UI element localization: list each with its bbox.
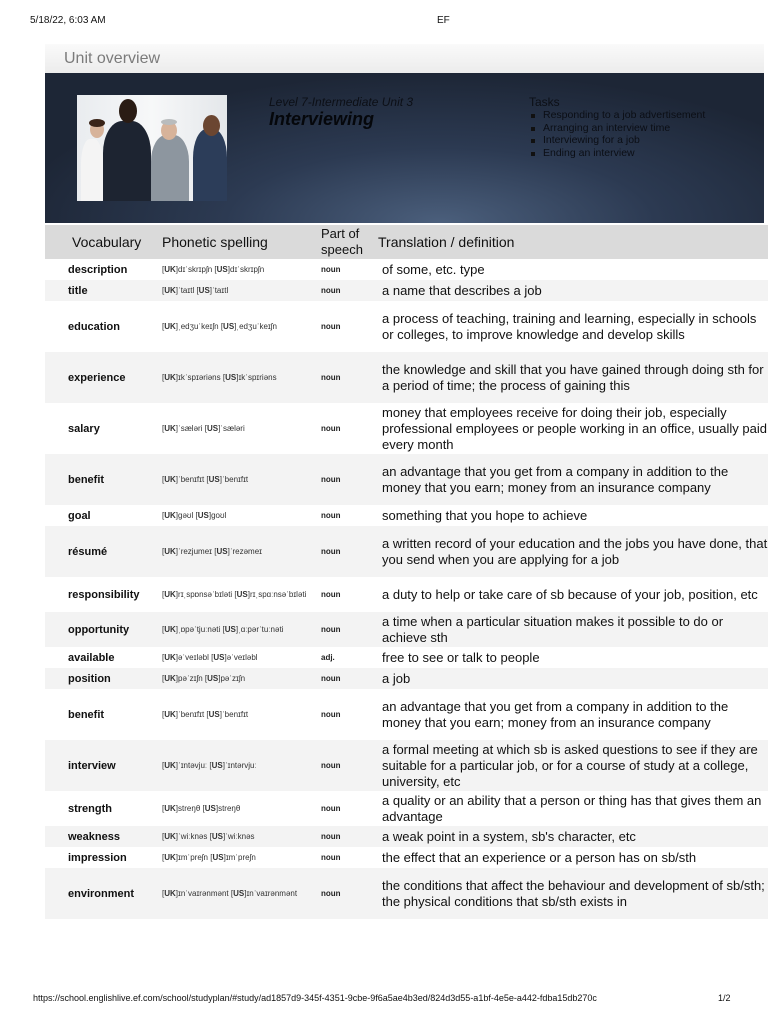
phonetic-spelling: [UK]ɪmˈpreʃn [US]ɪmˈpreʃn	[162, 847, 321, 868]
uk-phonetic: ˈtaɪtl	[178, 285, 195, 295]
us-phonetic: ˈtaɪtl	[212, 285, 229, 295]
us-label: US	[207, 673, 219, 683]
us-phonetic: ˌedʒuˈkeɪʃn	[236, 321, 277, 331]
header-definition: Translation / definition	[378, 225, 768, 259]
definition: a name that describes a job	[378, 280, 768, 301]
part-of-speech: noun	[321, 689, 378, 740]
us-label: US	[204, 803, 216, 813]
task-item: Arranging an interview time	[531, 122, 705, 135]
task-item: Interviewing for a job	[531, 134, 705, 147]
table-row	[45, 826, 768, 847]
phonetic-spelling: [UK]ɪkˈspɪəriəns [US]ɪkˈspɪriəns	[162, 352, 321, 403]
table-header-row	[45, 225, 768, 259]
definition: of some, etc. type	[378, 259, 768, 280]
table-row	[45, 647, 768, 668]
definition: an advantage that you get from a company in addition to the money that you earn; money from an insurance company	[378, 689, 768, 740]
phonetic-spelling: [UK]ˈrezjumeɪ [US]ˈrezəmeɪ	[162, 526, 321, 577]
uk-label: UK	[164, 372, 176, 382]
table-row	[45, 526, 768, 577]
part-of-speech: noun	[321, 847, 378, 868]
us-phonetic: ˈwiːknəs	[225, 831, 255, 841]
definition: a written record of your education and the jobs you have done, that you send when you are applying for a job	[378, 526, 768, 577]
uk-label: UK	[164, 264, 176, 274]
part-of-speech: noun	[321, 259, 378, 280]
uk-phonetic: ˌɒpəˈtjuːnəti	[178, 624, 221, 634]
vocab-word: education	[45, 301, 162, 352]
us-phonetic: rɪˌspɑːnsəˈbɪləti	[250, 589, 307, 599]
task-item: Ending an interview	[531, 147, 705, 160]
uk-label: UK	[164, 624, 176, 634]
vocab-word: experience	[45, 352, 162, 403]
uk-phonetic: ˈwiːknəs	[178, 831, 208, 841]
uk-phonetic: ˈɪntəvjuː	[178, 760, 208, 770]
uk-label: UK	[164, 510, 176, 520]
us-label: US	[198, 285, 210, 295]
phonetic-spelling: [UK]ˌedʒuˈkeɪʃn [US]ˌedʒuˈkeɪʃn	[162, 301, 321, 352]
definition: an advantage that you get from a company in addition to the money that you earn; money from an insurance company	[378, 454, 768, 505]
us-phonetic: pəˈzɪʃn	[220, 673, 246, 683]
part-of-speech: noun	[321, 352, 378, 403]
header-vocabulary: Vocabulary	[45, 225, 162, 259]
part-of-speech: noun	[321, 301, 378, 352]
uk-label: UK	[164, 852, 176, 862]
vocab-word: position	[45, 668, 162, 689]
vocab-word: opportunity	[45, 612, 162, 647]
uk-phonetic: ɪmˈpreʃn	[178, 852, 208, 862]
table-row	[45, 259, 768, 280]
us-label: US	[206, 423, 219, 433]
vocab-word: benefit	[45, 454, 162, 505]
us-label: US	[216, 546, 228, 556]
uk-label: UK	[164, 831, 176, 841]
part-of-speech: noun	[321, 791, 378, 826]
part-of-speech: noun	[321, 612, 378, 647]
table-row	[45, 847, 768, 868]
phonetic-spelling: [UK]pəˈzɪʃn [US]pəˈzɪʃn	[162, 668, 321, 689]
definition: the knowledge and skill that you have gained through doing sth for a period of time; the process of gaining this	[378, 352, 768, 403]
us-label: US	[224, 624, 236, 634]
phonetic-spelling: [UK]ˈbenɪfɪt [US]ˈbenɪfɪt	[162, 454, 321, 505]
print-footer	[0, 993, 768, 1007]
definition: a time when a particular situation makes it possible to do or achieve sth	[378, 612, 768, 647]
part-of-speech: noun	[321, 403, 378, 454]
phonetic-spelling: [UK]rɪˌspɒnsəˈbɪləti [US]rɪˌspɑːnsəˈbɪləti	[162, 577, 321, 612]
uk-label: UK	[164, 652, 176, 662]
part-of-speech: noun	[321, 868, 378, 919]
us-label: US	[236, 589, 248, 599]
part-of-speech: noun	[321, 577, 378, 612]
definition: a duty to help or take care of sb because of your job, position, etc	[378, 577, 768, 612]
vocab-word: description	[45, 259, 162, 280]
us-phonetic: ˈbenɪfɪt	[222, 709, 249, 719]
print-site-title: EF	[437, 15, 450, 26]
uk-label: UK	[164, 474, 176, 484]
table-row	[45, 577, 768, 612]
phonetic-spelling: [UK]ɡəʊl [US]ɡoʊl	[162, 505, 321, 526]
us-label: US	[223, 321, 235, 331]
us-phonetic: ɪmˈpreʃn	[225, 852, 256, 862]
us-phonetic: ˈsæləri	[220, 423, 245, 433]
part-of-speech: noun	[321, 280, 378, 301]
print-header	[0, 15, 768, 31]
uk-phonetic: ˈbenɪfɪt	[178, 474, 205, 484]
uk-phonetic: ˌedʒuˈkeɪʃn	[178, 321, 219, 331]
table-row	[45, 668, 768, 689]
print-date: 5/18/22, 6:03 AM	[30, 15, 106, 26]
phonetic-spelling: [UK]əˈveɪləbl [US]əˈveɪləbl	[162, 647, 321, 668]
us-phonetic: ˌɑːpərˈtuːnəti	[238, 624, 284, 634]
us-phonetic: əˈveɪləbl	[226, 652, 258, 662]
uk-label: UK	[164, 888, 176, 898]
tasks-list	[531, 109, 705, 159]
table-row	[45, 740, 768, 791]
vocabulary-table	[45, 225, 768, 919]
uk-phonetic: ˈsæləri	[178, 423, 203, 433]
uk-phonetic: dɪˈskrɪpʃn	[178, 264, 213, 274]
us-phonetic: ɡoʊl	[211, 510, 227, 520]
vocab-word: weakness	[45, 826, 162, 847]
part-of-speech: noun	[321, 526, 378, 577]
phonetic-spelling: [UK]ˌɒpəˈtjuːnəti [US]ˌɑːpərˈtuːnəti	[162, 612, 321, 647]
part-of-speech: noun	[321, 668, 378, 689]
vocab-word: goal	[45, 505, 162, 526]
header-phonetic: Phonetic spelling	[162, 225, 321, 259]
tasks-heading: Tasks	[529, 95, 560, 109]
uk-phonetic: ɡəʊl	[178, 510, 194, 520]
vocab-word: available	[45, 647, 162, 668]
table-row	[45, 301, 768, 352]
us-phonetic: ɪkˈspɪriəns	[238, 372, 277, 382]
us-phonetic: ˈɪntərvjuː	[224, 760, 257, 770]
us-phonetic: streŋθ	[218, 803, 241, 813]
unit-level: Level 7-Intermediate Unit 3	[269, 95, 414, 109]
us-phonetic: ɪnˈvaɪrənmənt	[246, 888, 298, 898]
table-row	[45, 612, 768, 647]
definition: money that employees receive for doing their job, especially professional employees or people working in an office, usually paid every month	[378, 403, 768, 454]
vocab-word: benefit	[45, 689, 162, 740]
phonetic-spelling: [UK]ˈbenɪfɪt [US]ˈbenɪfɪt	[162, 689, 321, 740]
uk-label: UK	[164, 423, 176, 433]
uk-phonetic: əˈveɪləbl	[178, 652, 209, 662]
us-label: US	[211, 831, 223, 841]
phonetic-spelling: [UK]ˈtaɪtl [US]ˈtaɪtl	[162, 280, 321, 301]
us-label: US	[212, 852, 224, 862]
definition: a job	[378, 668, 768, 689]
table-row	[45, 791, 768, 826]
part-of-speech: noun	[321, 505, 378, 526]
uk-label: UK	[164, 546, 176, 556]
phonetic-spelling: [UK]ɪnˈvaɪrənmənt [US]ɪnˈvaɪrənmənt	[162, 868, 321, 919]
table-row	[45, 868, 768, 919]
header-part-of-speech: Part of speech	[321, 225, 378, 259]
part-of-speech: noun	[321, 454, 378, 505]
interview-photo	[77, 95, 227, 201]
definition: a formal meeting at which sb is asked questions to see if they are suitable for a particular job, or for a course of study at a college, university, etc	[378, 740, 768, 791]
table-row	[45, 505, 768, 526]
uk-label: UK	[164, 673, 176, 683]
uk-label: UK	[164, 760, 176, 770]
definition: a weak point in a system, sb's character, etc	[378, 826, 768, 847]
uk-label: UK	[164, 321, 176, 331]
phonetic-spelling: [UK]dɪˈskrɪpʃn [US]dɪˈskrɪpʃn	[162, 259, 321, 280]
vocab-word: responsibility	[45, 577, 162, 612]
part-of-speech: noun	[321, 826, 378, 847]
uk-label: UK	[164, 709, 176, 719]
phonetic-spelling: [UK]ˈɪntəvjuː [US]ˈɪntərvjuː	[162, 740, 321, 791]
vocab-word: résumé	[45, 526, 162, 577]
part-of-speech: adj.	[321, 647, 378, 668]
uk-label: UK	[164, 803, 176, 813]
uk-phonetic: ɪnˈvaɪrənmənt	[178, 888, 229, 898]
definition: free to see or talk to people	[378, 647, 768, 668]
phonetic-spelling: [UK]ˈsæləri [US]ˈsæləri	[162, 403, 321, 454]
definition: the effect that an experience or a person has on sb/sth	[378, 847, 768, 868]
us-phonetic: dɪˈskrɪpʃn	[230, 264, 265, 274]
us-phonetic: ˈbenɪfɪt	[222, 474, 249, 484]
vocab-word: environment	[45, 868, 162, 919]
table-row	[45, 403, 768, 454]
us-label: US	[233, 888, 245, 898]
us-label: US	[197, 510, 209, 520]
uk-label: UK	[164, 589, 176, 599]
page-number: 1/2	[718, 993, 731, 1003]
uk-phonetic: ˈbenɪfɪt	[178, 709, 205, 719]
vocab-word: impression	[45, 847, 162, 868]
uk-phonetic: streŋθ	[178, 803, 201, 813]
vocab-word: interview	[45, 740, 162, 791]
unit-overview-heading: Unit overview	[45, 44, 764, 73]
definition: something that you hope to achieve	[378, 505, 768, 526]
unit-title: Interviewing	[269, 109, 375, 129]
table-row	[45, 352, 768, 403]
uk-label: UK	[164, 285, 176, 295]
us-label: US	[213, 652, 225, 662]
table-row	[45, 280, 768, 301]
table-row	[45, 454, 768, 505]
page-url: https://school.englishlive.ef.com/school/studyplan/#study/ad1857d9-345f-4351-9cbe-9f6a5ae4b3ed/824d3d55-a1bf-4e5e-a442-fdba15db270c	[33, 993, 597, 1003]
uk-phonetic: ˈrezjumeɪ	[178, 546, 212, 556]
vocabulary-rows	[45, 259, 768, 919]
us-phonetic: ˈrezəmeɪ	[229, 546, 262, 556]
phonetic-spelling: [UK]streŋθ [US]streŋθ	[162, 791, 321, 826]
table-row	[45, 689, 768, 740]
us-label: US	[208, 709, 220, 719]
definition: the conditions that affect the behaviour and development of sb/sth; the physical conditions that sb/sth exists in	[378, 868, 768, 919]
vocab-word: strength	[45, 791, 162, 826]
unit-banner	[45, 73, 764, 223]
task-item: Responding to a job advertisement	[531, 109, 705, 122]
vocab-word: salary	[45, 403, 162, 454]
part-of-speech: noun	[321, 740, 378, 791]
us-label: US	[216, 264, 228, 274]
us-label: US	[208, 474, 220, 484]
definition: a quality or an ability that a person or thing has that gives them an advantage	[378, 791, 768, 826]
uk-phonetic: ɪkˈspɪəriəns	[178, 372, 221, 382]
phonetic-spelling: [UK]ˈwiːknəs [US]ˈwiːknəs	[162, 826, 321, 847]
unit-overview-card	[45, 44, 764, 223]
uk-phonetic: pəˈzɪʃn	[178, 673, 203, 683]
us-label: US	[211, 760, 223, 770]
uk-phonetic: rɪˌspɒnsəˈbɪləti	[178, 589, 233, 599]
definition: a process of teaching, training and learning, especially in schools or colleges, to improve knowledge and develop skills	[378, 301, 768, 352]
us-label: US	[225, 372, 237, 382]
vocab-word: title	[45, 280, 162, 301]
